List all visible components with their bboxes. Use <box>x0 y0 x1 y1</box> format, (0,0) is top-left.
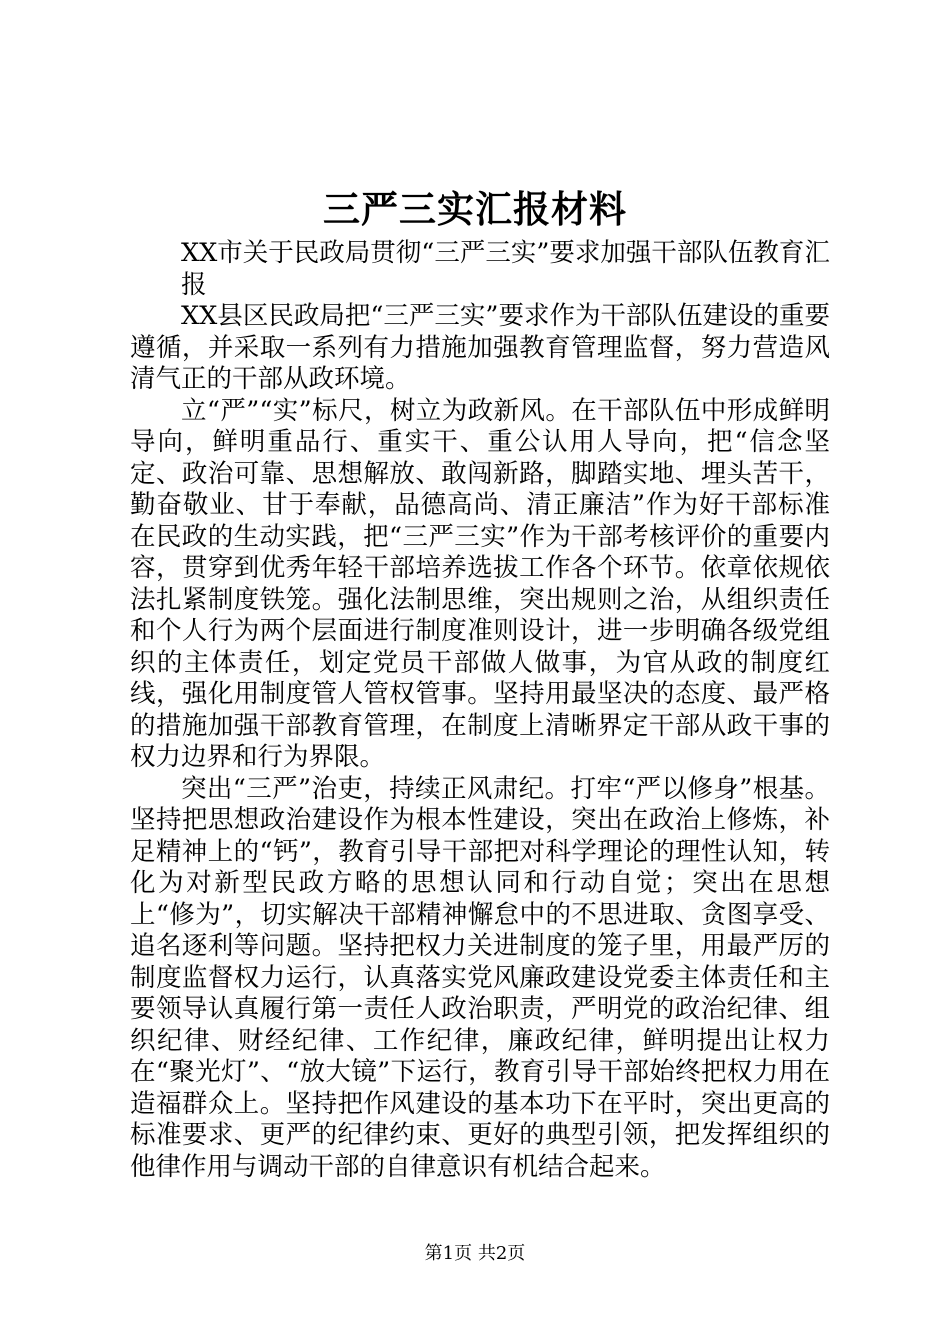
subtitle-line-2: 报 <box>181 269 207 300</box>
document-body <box>130 238 830 1183</box>
subtitle-line-1: XX市关于民政局贯彻“三严三实”要求加强干部队伍教育汇 <box>181 238 830 268</box>
page-number-footer: 第1页 共2页 <box>424 1243 526 1264</box>
body-paragraph-2: 立“严”“实”标尺，树立为政新风。在干部队伍中形成鲜明导向，鲜明重品行、重实干、重公认用人导向，把“信念坚定、政治可靠、思想解放、敢闯新路，脚踏实地、埋头苦干，勤奋敬业、甘于奉献，品德高尚、清正廉洁”作为好干部标准在民政的生动实践，把“三严三实”作为干部考核评价的重要内容，贯穿到优秀年轻干部培养选拔工作各个环节。依章依规依法扎紧制度铁笼。强化法制思维，突出规则之治，从组织责任和个人行为两个层面进行制度准则设计，进一步明确各级党组织的主体责任，划定党员干部做人做事，为官从政的制度红线，强化用制度管人管权管事。坚持用最坚决的态度、最严格的措施加强干部教育管理，在制度上清晰界定干部从政干事的权力边界和行为界限。 <box>130 395 830 772</box>
body-paragraph-3: 突出“三严”治吏，持续正风肃纪。打牢“严以修身”根基。坚持把思想政治建设作为根本性建设，突出在政治上修炼，补足精神上的“钙”，教育引导干部把对科学理论的理性认知，转化为对新型民政方略的思想认同和行动自觉；突出在思想上“修为”，切实解决干部精神懈怠中的不思进取、贪图享受、追名逐利等问题。坚持把权力关进制度的笼子里，用最严厉的制度监督权力运行，认真落实党风廉政建设党委主体责任和主要领导认真履行第一责任人政治职责，严明党的政治纪律、组织纪律、财经纪律、工作纪律，廉政纪律，鲜明提出让权力在“聚光灯”、“放大镜”下运行，教育引导干部始终把权力用在造福群众上。坚持把作风建设的基本功下在平时，突出更高的标准要求、更严的纪律约束、更好的典型引领，把发挥组织的他律作用与调动干部的自律意识有机结合起来。 <box>130 773 830 1182</box>
body-paragraph-1: XX县区民政局把“三严三实”要求作为干部队伍建设的重要遵循，并采取一系列有力措施加强教育管理监督，努力营造风清气正的干部从政环境。 <box>130 301 830 394</box>
document-title: 三严三实汇报材料 <box>323 187 627 231</box>
